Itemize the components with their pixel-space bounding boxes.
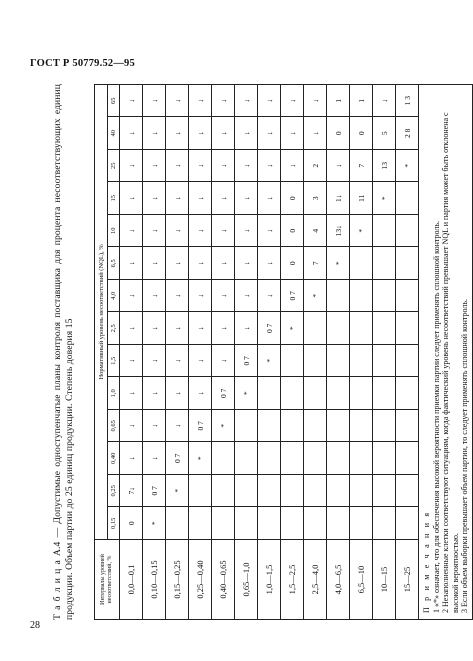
use-plan-below-arrow: ↓	[166, 312, 189, 345]
use-plan-below-arrow: ↓	[143, 182, 166, 215]
use-plan-below-arrow: ↓	[258, 182, 281, 215]
plan-cell	[396, 182, 419, 215]
use-plan-below-arrow: ↓	[212, 247, 235, 280]
use-plan-below-arrow: ↓	[166, 280, 189, 313]
nql-level-header: 65	[108, 84, 120, 117]
plan-cell	[373, 280, 396, 313]
use-plan-below-arrow: ↓	[166, 247, 189, 280]
plan-cell	[396, 475, 419, 508]
plan-cell: 1	[327, 84, 350, 117]
plan-cell	[166, 507, 189, 540]
table-notes	[419, 84, 473, 620]
use-plan-below-arrow: 13↓	[327, 215, 350, 248]
interval-cell: 0,25—0,40	[189, 540, 212, 620]
plan-cell	[350, 345, 373, 378]
plan-cell	[212, 442, 235, 475]
plan-cell: 0	[281, 247, 304, 280]
nql-level-header: 1,0	[108, 377, 120, 410]
use-plan-below-arrow: ↓	[166, 410, 189, 443]
plan-cell: 0	[120, 507, 143, 540]
plan-cell	[258, 442, 281, 475]
use-plan-below-arrow: ↓	[235, 117, 258, 150]
plan-cell: 0	[350, 117, 373, 150]
table-row	[396, 84, 419, 619]
table-row	[304, 84, 327, 619]
interval-cell: 2,5—4,0	[304, 540, 327, 620]
plan-cell	[189, 475, 212, 508]
plan-cell	[281, 442, 304, 475]
table-row	[235, 84, 258, 619]
plan-cell	[281, 475, 304, 508]
use-plan-below-arrow: ↓	[143, 345, 166, 378]
nql-level-header: 0,15	[108, 507, 120, 540]
page-number: 28	[30, 620, 40, 631]
document-header: ГОСТ Р 50779.52—95	[30, 58, 135, 69]
nql-group-header: Нормативный уровень несоответствий (NQL), %	[95, 84, 108, 539]
plan-cell	[373, 345, 396, 378]
use-plan-below-arrow: ↓	[212, 150, 235, 183]
table-row	[143, 84, 166, 619]
plan-cell: 11	[350, 182, 373, 215]
use-plan-below-arrow: ↓	[143, 280, 166, 313]
plan-cell	[304, 507, 327, 540]
use-plan-below-arrow: ↓	[189, 247, 212, 280]
use-plan-below-arrow: ↓	[120, 150, 143, 183]
interval-cell: 15—25	[396, 540, 419, 620]
plan-cell	[258, 507, 281, 540]
interval-cell: 0,0—0,1	[120, 540, 143, 620]
plan-cell	[281, 377, 304, 410]
use-plan-below-arrow: ↓	[189, 377, 212, 410]
plan-cell	[373, 215, 396, 248]
plan-cell: 0 7	[258, 312, 281, 345]
use-plan-below-arrow: ↓	[143, 247, 166, 280]
plan-cell: 7	[304, 247, 327, 280]
plan-cell	[258, 377, 281, 410]
plan-cell	[327, 280, 350, 313]
use-plan-below-arrow: ↓	[120, 345, 143, 378]
use-plan-below-arrow: ↓	[120, 377, 143, 410]
use-plan-below-arrow: ↓	[120, 312, 143, 345]
use-plan-below-arrow: ↓	[235, 215, 258, 248]
plan-cell	[373, 410, 396, 443]
use-plan-below-arrow: ↓	[212, 345, 235, 378]
table-caption	[52, 84, 94, 620]
use-plan-below-arrow: ↓	[212, 117, 235, 150]
full-inspection-mark: *	[143, 507, 166, 540]
full-inspection-mark: *	[396, 150, 419, 183]
plan-cell: 2 8	[396, 117, 419, 150]
interval-cell: 0,10—0,15	[143, 540, 166, 620]
plan-cell	[189, 507, 212, 540]
notes-title: П р и м е ч а н и я	[422, 510, 431, 613]
corner-header: Интервалы уровней несоответствий, %	[95, 540, 120, 620]
use-plan-below-arrow: ↓	[166, 150, 189, 183]
use-plan-below-arrow: ↓	[235, 312, 258, 345]
table-row	[166, 84, 189, 619]
use-plan-below-arrow: ↓	[143, 442, 166, 475]
use-plan-below-arrow: ↓	[212, 312, 235, 345]
plan-cell: 3	[304, 182, 327, 215]
plan-cell	[304, 312, 327, 345]
use-plan-below-arrow: ↓	[373, 84, 396, 117]
use-plan-below-arrow: ↓	[120, 182, 143, 215]
use-plan-below-arrow: ↓	[189, 215, 212, 248]
interval-cell: 0,40—0,65	[212, 540, 235, 620]
plan-cell	[350, 280, 373, 313]
plan-cell	[258, 475, 281, 508]
plan-cell	[304, 377, 327, 410]
rotated-table-block	[52, 84, 470, 620]
plan-cell	[327, 312, 350, 345]
plan-cell	[235, 410, 258, 443]
plan-cell: 0 7	[189, 410, 212, 443]
plan-cell	[373, 312, 396, 345]
table-row	[120, 84, 143, 619]
use-plan-below-arrow: ↓	[189, 150, 212, 183]
table-caption-text: Т а б л и ц а А.4 — Допустимые одноступенчатые планы контроля поставщика для процента несоответствующих единиц продукции. Объем партии до 25 единиц продукции. Степень доверия 15	[52, 84, 75, 620]
use-plan-below-arrow: ↓	[212, 280, 235, 313]
use-plan-below-arrow: ↓	[189, 84, 212, 117]
plan-cell: 7	[350, 150, 373, 183]
plan-cell	[281, 507, 304, 540]
nql-level-header: 25	[108, 150, 120, 183]
plan-cell	[235, 507, 258, 540]
plan-cell	[235, 442, 258, 475]
plan-cell	[373, 507, 396, 540]
use-plan-below-arrow: ↓	[143, 410, 166, 443]
note-item-1: 1 «*» означает, что для обеспечения высокой вероятности приемки партии следует применять сплошной контроль.	[431, 221, 441, 613]
plan-cell: 0 7	[212, 377, 235, 410]
use-plan-below-arrow: ↓	[143, 215, 166, 248]
plan-cell	[304, 442, 327, 475]
nql-level-header: 1,5	[108, 345, 120, 378]
use-plan-below-arrow: ↓	[120, 215, 143, 248]
plan-cell	[350, 312, 373, 345]
plan-cell	[212, 475, 235, 508]
note-item-2: 2 Незаполненные клетки соответствуют ситуациям, когда фактический уровень несоответствий превышает NQL и партия может быть отклонена с высокой вероятностью.	[441, 112, 460, 613]
plan-cell	[327, 410, 350, 443]
use-plan-below-arrow: ↓	[258, 280, 281, 313]
plan-cell	[235, 475, 258, 508]
use-plan-below-arrow: ↓	[327, 150, 350, 183]
use-plan-below-arrow: ↓	[281, 117, 304, 150]
use-plan-below-arrow: ↓	[166, 377, 189, 410]
use-plan-below-arrow: ↓	[166, 215, 189, 248]
plan-cell	[350, 442, 373, 475]
plan-cell	[212, 507, 235, 540]
use-plan-below-arrow: ↓	[189, 117, 212, 150]
plan-cell	[327, 507, 350, 540]
use-plan-below-arrow: ↓	[143, 150, 166, 183]
plan-cell: 0	[327, 117, 350, 150]
plan-cell	[373, 475, 396, 508]
nql-level-header: 0,40	[108, 442, 120, 475]
plan-cell	[350, 377, 373, 410]
plan-cell: 0	[281, 215, 304, 248]
use-plan-below-arrow: ↓	[212, 84, 235, 117]
full-inspection-mark: *	[373, 182, 396, 215]
full-inspection-mark: *	[258, 345, 281, 378]
full-inspection-mark: *	[212, 410, 235, 443]
use-plan-below-arrow: ↓	[235, 182, 258, 215]
use-plan-below-arrow: ↓	[143, 84, 166, 117]
use-plan-below-arrow: ↓	[120, 117, 143, 150]
use-plan-below-arrow: ↓	[189, 280, 212, 313]
use-plan-below-arrow: ↓	[281, 150, 304, 183]
use-plan-below-arrow: ↓	[143, 377, 166, 410]
table-header-row-group	[95, 84, 108, 619]
plan-cell	[258, 410, 281, 443]
plan-cell	[396, 442, 419, 475]
plan-cell: 0 7	[235, 345, 258, 378]
interval-cell: 4,0—6,5	[327, 540, 350, 620]
table-row	[212, 84, 235, 619]
plan-cell	[396, 247, 419, 280]
plan-cell: 2	[304, 150, 327, 183]
use-plan-below-arrow: ↓	[304, 117, 327, 150]
table-body	[120, 84, 419, 619]
interval-cell: 0,15—0,25	[166, 540, 189, 620]
use-plan-below-arrow: ↓	[120, 280, 143, 313]
nql-level-header: 2,5	[108, 312, 120, 345]
plan-cell	[327, 442, 350, 475]
plan-cell	[350, 410, 373, 443]
use-plan-below-arrow: 1↓	[327, 182, 350, 215]
use-plan-below-arrow: ↓	[212, 215, 235, 248]
plan-cell	[396, 377, 419, 410]
plan-cell	[396, 215, 419, 248]
full-inspection-mark: *	[281, 312, 304, 345]
use-plan-below-arrow: ↓	[166, 182, 189, 215]
plan-cell	[304, 475, 327, 508]
plan-cell	[396, 280, 419, 313]
use-plan-below-arrow: ↓	[235, 247, 258, 280]
plan-cell: 4	[304, 215, 327, 248]
use-plan-below-arrow: ↓	[258, 117, 281, 150]
use-plan-below-arrow: ↓	[120, 84, 143, 117]
use-plan-below-arrow: ↓	[166, 345, 189, 378]
plan-cell: 0 7	[143, 475, 166, 508]
plan-cell	[281, 345, 304, 378]
plan-cell	[396, 410, 419, 443]
use-plan-below-arrow: ↓	[281, 84, 304, 117]
use-plan-below-arrow: ↓	[120, 247, 143, 280]
full-inspection-mark: *	[189, 442, 212, 475]
plan-cell: 0	[281, 182, 304, 215]
use-plan-below-arrow: ↓	[212, 182, 235, 215]
use-plan-below-arrow: ↓	[166, 117, 189, 150]
use-plan-below-arrow: ↓	[120, 442, 143, 475]
plan-cell	[304, 345, 327, 378]
plan-cell	[350, 507, 373, 540]
plan-cell: 1	[350, 84, 373, 117]
plan-cell	[396, 312, 419, 345]
nql-level-header: 15	[108, 182, 120, 215]
interval-cell: 0,65—1,0	[235, 540, 258, 620]
use-plan-below-arrow: ↓	[143, 312, 166, 345]
plan-cell	[327, 475, 350, 508]
nql-level-header: 6,5	[108, 247, 120, 280]
interval-cell: 10—15	[373, 540, 396, 620]
use-plan-below-arrow: ↓	[235, 280, 258, 313]
use-plan-below-arrow: ↓	[120, 410, 143, 443]
interval-cell: 1,5—2,5	[281, 540, 304, 620]
full-inspection-mark: *	[327, 247, 350, 280]
plan-cell	[304, 410, 327, 443]
plan-cell	[327, 345, 350, 378]
use-plan-below-arrow: ↓	[143, 117, 166, 150]
plan-cell	[396, 345, 419, 378]
use-plan-below-arrow: 7↓	[120, 475, 143, 508]
nql-level-header: 4,0	[108, 280, 120, 313]
plan-cell	[373, 247, 396, 280]
table-row	[373, 84, 396, 619]
use-plan-below-arrow: ↓	[235, 84, 258, 117]
nql-level-header: 10	[108, 215, 120, 248]
full-inspection-mark: *	[350, 215, 373, 248]
table-row	[281, 84, 304, 619]
note-item-3: 3 Если объем выборки превышает объем партии, то следует применять сплошной контроль.	[460, 299, 470, 613]
use-plan-below-arrow: ↓	[189, 312, 212, 345]
plan-cell	[373, 442, 396, 475]
use-plan-below-arrow: ↓	[258, 215, 281, 248]
plan-cell	[396, 507, 419, 540]
use-plan-below-arrow: ↓	[189, 182, 212, 215]
plan-cell: 0 7	[166, 442, 189, 475]
use-plan-below-arrow: ↓	[258, 84, 281, 117]
full-inspection-mark: *	[235, 377, 258, 410]
table-row	[189, 84, 212, 619]
use-plan-below-arrow: ↓	[235, 150, 258, 183]
table-header-row-levels	[108, 84, 120, 619]
full-inspection-mark: *	[304, 280, 327, 313]
use-plan-below-arrow: ↓	[258, 150, 281, 183]
sampling-plans-table	[94, 84, 419, 620]
table-row	[327, 84, 350, 619]
interval-cell: 6,5—10	[350, 540, 373, 620]
use-plan-below-arrow: ↓	[189, 345, 212, 378]
use-plan-below-arrow: ↓	[258, 247, 281, 280]
nql-level-header: 40	[108, 117, 120, 150]
table-row	[350, 84, 373, 619]
plan-cell	[350, 247, 373, 280]
plan-cell: 13	[373, 150, 396, 183]
plan-cell: 0 7	[281, 280, 304, 313]
full-inspection-mark: *	[166, 475, 189, 508]
table-row	[258, 84, 281, 619]
nql-level-header: 0,25	[108, 475, 120, 508]
plan-cell	[327, 377, 350, 410]
plan-cell	[373, 377, 396, 410]
plan-cell	[350, 475, 373, 508]
use-plan-below-arrow: ↓	[304, 84, 327, 117]
plan-cell	[281, 410, 304, 443]
use-plan-below-arrow: ↓	[166, 84, 189, 117]
plan-cell: 1 3	[396, 84, 419, 117]
interval-cell: 1,0—1,5	[258, 540, 281, 620]
plan-cell: 5	[373, 117, 396, 150]
nql-level-header: 0,65	[108, 410, 120, 443]
